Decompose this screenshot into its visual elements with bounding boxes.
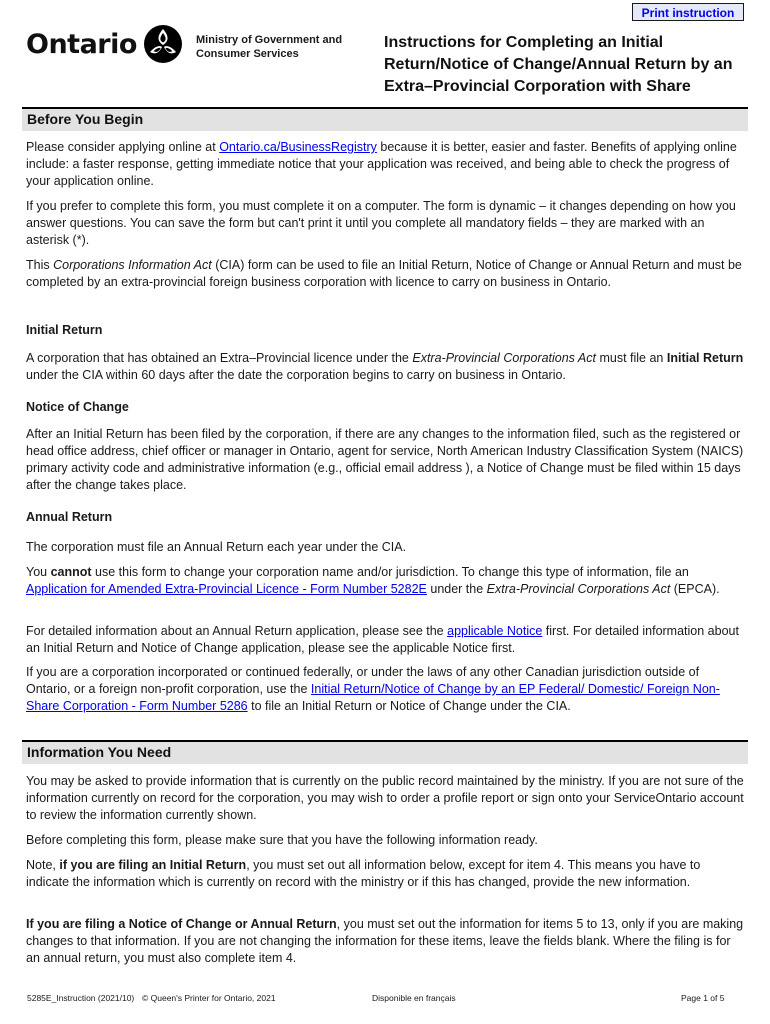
act-name: Corporations Information Act	[53, 258, 212, 272]
form-5282e-link[interactable]: Application for Amended Extra-Provincial Licence - Form Number 5282E	[26, 582, 427, 596]
act-name: Extra-Provincial Corporations Act	[412, 351, 596, 365]
bold-text: If you are filing a Notice of Change or Annual Return	[26, 917, 337, 931]
footer-copyright: © Queen's Printer for Ontario, 2021	[142, 993, 276, 1003]
paragraph-notice-of-change: After an Initial Return has been filed by the corporation, if there are any changes to the information filed, such as the registered or head office address, chief officer or manager in Ontario, agent for service, North American Industry Classification System (NAICS) primary activity code and administrative information (e.g., official email address ), a Notice of Change must be filed within 15 days after the change takes place.	[26, 427, 744, 492]
subheading-initial-return: Initial Return	[26, 323, 103, 337]
section-heading-information-you-need: Information You Need	[22, 740, 748, 764]
page-title: Instructions for Completing an Initial Return/Notice of Change/Annual Return by an Extra–Provincial Corporation with Share	[384, 34, 733, 95]
text: to file an Initial Return or Notice of Change under the CIA.	[247, 699, 571, 713]
paragraph-complete-on-computer: If you prefer to complete this form, you must complete it on a computer. The form is dynamic – it changes depending on how you answer questions. You can save the form but can't print it until you complete all mandatory fields – they are marked with an asterisk (*).	[26, 199, 736, 247]
paragraph-cia-form	[26, 257, 746, 291]
bold-text: cannot	[50, 565, 92, 579]
bold-text: if you are filing an Initial Return	[59, 858, 247, 872]
paragraph-federal-corporation	[26, 664, 746, 715]
text: because it is better, easier and faster. Benefits of applying online include: a faster response, getting immediate notice that your application was received, and being able to check the progress of your application online.	[26, 140, 737, 188]
text: Note,	[26, 858, 60, 872]
section-heading-before-you-begin: Before You Begin	[22, 107, 748, 131]
ministry-name: Ministry of Government and Consumer Services	[196, 34, 343, 60]
applicable-notice-link[interactable]: applicable Notice	[447, 624, 543, 638]
text: use this form to change your corporation name and/or jurisdiction. To change this type of information, file an	[91, 565, 689, 579]
paragraph-cannot-change-name	[26, 564, 746, 598]
text: If you are a corporation incorporated or continued federally, or under the laws of any other Canadian jurisdiction outside of Ontario, or a foreign non-profit corporation, use the	[26, 665, 700, 696]
trillium-icon	[143, 24, 183, 64]
text: This	[26, 258, 54, 272]
text: under the	[426, 582, 487, 596]
subheading-annual-return: Annual Return	[26, 510, 113, 524]
bold-text: Initial Return	[666, 351, 744, 365]
text: under the CIA within 60 days after the date the corporation begins to carry on business in Ontario.	[26, 368, 566, 382]
logo-wordmark: Ontario	[26, 28, 137, 60]
paragraph-annual-return: The corporation must file an Annual Return each year under the CIA.	[26, 540, 407, 554]
paragraph-before-completing: Before completing this form, please make sure that you have the following information ready.	[26, 833, 538, 847]
paragraph-detailed-information	[26, 623, 746, 657]
footer-form-id: 5285E_Instruction (2021/10)	[27, 993, 135, 1003]
paragraph-apply-online	[26, 139, 746, 190]
footer-page-number: Page 1 of 5	[681, 993, 725, 1003]
paragraph-notice-annual-note	[26, 916, 746, 967]
text: For detailed information about an Annual Return application, please see the	[26, 624, 448, 638]
footer-french: Disponible en français	[372, 993, 456, 1003]
text: first. For detailed information about an Initial Return and Notice of Change application, please see the applicable Notice first.	[26, 624, 739, 655]
paragraph-public-record: You may be asked to provide information that is currently on the public record maintained by the ministry. If you are not sure of the information currently on record for the corporation, you may wish to order a profile report or sign onto your ServiceOntario account to review the information currently shown.	[26, 774, 744, 822]
paragraph-initial-return	[26, 350, 746, 384]
text: , you must set out all information below, except for item 4. This means you have to indicate the information which is currently on record with the ministry or if this has changed, provide the new information.	[26, 858, 701, 889]
subheading-notice-of-change: Notice of Change	[26, 400, 129, 414]
text: (CIA) form can be used to file an Initial Return, Notice of Change or Annual Return and must be completed by an extra-provincial foreign business corporation with licence to carry on business in Ontario.	[26, 258, 742, 289]
form-5286-link[interactable]: Initial Return/Notice of Change by an EP Federal/ Domestic/ Foreign Non-Share Corporation - Form Number 5286	[26, 682, 720, 713]
text: , you must set out the information for items 5 to 13, only if you are making changes to that information. If you are not changing the information for these items, leave the fields blank. Where the filing is for an annual return, you must also complete item 4.	[26, 917, 744, 965]
paragraph-initial-return-note	[26, 857, 746, 891]
text: must file an	[596, 351, 667, 365]
ontario-logo	[26, 22, 183, 66]
text: Please consider applying online at	[26, 140, 220, 154]
text: A corporation that has obtained an Extra–Provincial licence under the	[26, 351, 413, 365]
text: (EPCA).	[670, 582, 720, 596]
business-registry-link[interactable]: Ontario.ca/BusinessRegistry	[219, 140, 377, 154]
act-name: Extra-Provincial Corporations Act	[486, 582, 671, 596]
print-instruction-button[interactable]: Print instruction	[632, 3, 744, 21]
text: You	[26, 565, 51, 579]
